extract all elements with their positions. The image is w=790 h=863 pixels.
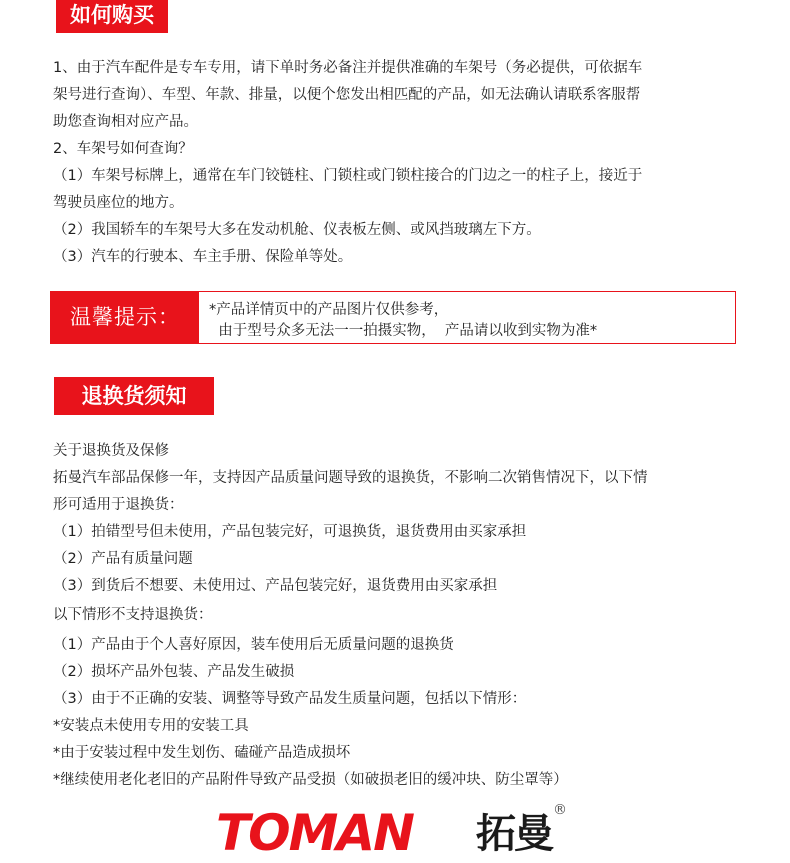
how-to-buy-line: （3）汽车的行驶本、车主手册、保险单等处。 (53, 249, 353, 265)
returns-line: （2）产品有质量问题 (53, 551, 193, 567)
returns-line: （2）损坏产品外包装、产品发生破损 (53, 664, 295, 680)
how-to-buy-line: （1）车架号标牌上，通常在车门铰链柱、门锁柱或门锁柱接合的门边之一的柱子上，接近于 (53, 168, 643, 184)
returns-line: *由于安装过程中发生划伤、磕碰产品造成损坏 (53, 745, 351, 761)
returns-heading: 退换货须知 (54, 377, 214, 415)
returns-line: 拓曼汽车部品保修一年，支持因产品质量问题导致的退换货，不影响二次销售情况下，以下情 (53, 470, 648, 486)
returns-line: （3）由于不正确的安装、调整等导致产品发生质量问题，包括以下情形： (53, 691, 527, 707)
how-to-buy-line: 2、车架号如何查询？ (53, 141, 193, 157)
how-to-buy-line: （2）我国轿车的车架号大多在发动机舱、仪表板左侧、或风挡玻璃左下方。 (53, 222, 541, 238)
notice-line: *产品详情页中的产品图片仅供参考， (209, 302, 449, 318)
returns-line: （1）产品由于个人喜好原因，装车使用后无质量问题的退换货 (53, 637, 454, 653)
logo-chinese-name: 拓曼 (476, 811, 552, 857)
how-to-buy-heading: 如何购买 (56, 0, 168, 33)
returns-line: 以下情形不支持退换货： (53, 607, 213, 623)
returns-line: （1）拍错型号但未使用，产品包装完好，可退换货，退货费用由买家承担 (53, 524, 527, 540)
notice-line: 由于型号众多无法一一拍摄实物， 产品请以收到实物为准* (209, 323, 598, 339)
returns-line: （3）到货后不想要、未使用过、产品包装完好，退货费用由买家承担 (53, 578, 498, 594)
returns-line: *继续使用老化老旧的产品附件导致产品受损（如破损老旧的缓冲块、防尘罩等） (53, 772, 568, 788)
returns-line: 形可适用于退换货： (53, 497, 184, 513)
how-to-buy-line: 1、由于汽车配件是专车专用，请下单时务必备注并提供准确的车架号（务必提供，可依据车 (53, 60, 643, 76)
how-to-buy-line: 架号进行查询）、车型、年款、排量，以便个您发出相匹配的产品，如无法确认请联系客服帮 (53, 87, 641, 103)
notice-box (50, 291, 736, 344)
how-to-buy-line: 助您查询相对应产品。 (53, 114, 198, 130)
registered-mark: ® (553, 802, 567, 818)
logo-wordmark: TOMAN (216, 804, 413, 862)
notice-label: 温馨提示： (51, 292, 199, 343)
how-to-buy-line: 驾驶员座位的地方。 (53, 195, 184, 211)
returns-line: 关于退换货及保修 (53, 443, 169, 459)
returns-line: *安装点未使用专用的安装工具 (53, 718, 249, 734)
